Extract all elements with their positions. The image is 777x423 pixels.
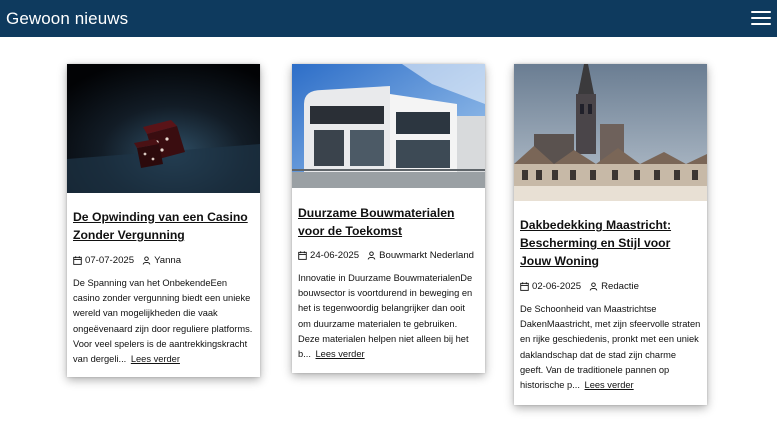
top-navbar <box>0 0 777 37</box>
calendar-icon <box>520 282 529 291</box>
article-author: Bouwmarkt Nederland <box>379 249 474 261</box>
maastricht-skyline-photo-icon <box>514 64 707 201</box>
article-body <box>67 208 260 367</box>
article-image-maastricht[interactable] <box>514 64 707 201</box>
site-brand-link[interactable]: Gewoon nieuws <box>6 8 129 28</box>
article-excerpt-text: De Schoonheid van Maastrichtse DakenMaastricht, met zijn sfeervolle straten en rijke geschiedenis, pronkt met een uniek daklandschap dat de stad zijn charme geeft. Van de traditionele pannen op historische p... <box>520 304 701 391</box>
article-title-link[interactable]: Duurzame Bouwmaterialen voor de Toekomst <box>298 206 455 238</box>
hamburger-menu-icon[interactable] <box>751 9 771 27</box>
article-author: Redactie <box>601 280 639 292</box>
article-excerpt <box>73 276 254 367</box>
read-more-link[interactable]: Lees verder <box>315 349 365 360</box>
article-title-link[interactable]: Dakbedekking Maastricht: Bescherming en Stijl voor Jouw Woning <box>520 218 672 268</box>
menu-bar-line <box>751 23 771 25</box>
article-excerpt <box>520 302 701 393</box>
article-body <box>514 216 707 393</box>
user-icon <box>142 256 151 265</box>
calendar-icon <box>73 256 82 265</box>
article-date: 24-06-2025 <box>310 249 360 261</box>
article-image-house[interactable] <box>292 64 485 188</box>
article-date: 02-06-2025 <box>532 280 582 292</box>
modern-house-photo-icon <box>292 64 485 188</box>
article-author: Yanna <box>154 254 182 266</box>
calendar-icon <box>298 251 307 260</box>
dice-photo-icon <box>67 64 260 193</box>
article-meta <box>520 280 701 292</box>
article-date: 07-07-2025 <box>85 254 135 266</box>
article-excerpt-text: De Spanning van het OnbekendeEen casino zonder vergunning biedt een unieke wereld van mogelijkheden die vaak ongeëvenaard zijn door reguliere platforms. Voor veel spelers is de aantrekkingskracht van dergeli... <box>73 278 253 365</box>
article-meta <box>298 249 479 261</box>
user-icon <box>367 251 376 260</box>
article-card <box>292 64 485 373</box>
read-more-link[interactable]: Lees verder <box>584 380 634 391</box>
article-image-dice[interactable] <box>67 64 260 193</box>
article-meta <box>73 254 254 266</box>
article-excerpt-text: Innovatie in Duurzame BouwmaterialenDe bouwsector is voortdurend in beweging en het is tegenwoordig belangrijker dan ooit om duurzame materialen te gebruiken. Deze materialen helpen niet alleen bij het b... <box>298 273 473 360</box>
menu-bar-line <box>751 17 771 19</box>
article-card <box>67 64 260 377</box>
article-card <box>514 64 707 405</box>
article-excerpt <box>298 271 479 362</box>
user-icon <box>589 282 598 291</box>
article-body <box>292 204 485 362</box>
read-more-link[interactable]: Lees verder <box>130 354 180 365</box>
article-title-link[interactable]: De Opwinding van een Casino Zonder Vergunning <box>73 210 248 242</box>
menu-bar-line <box>751 11 771 13</box>
